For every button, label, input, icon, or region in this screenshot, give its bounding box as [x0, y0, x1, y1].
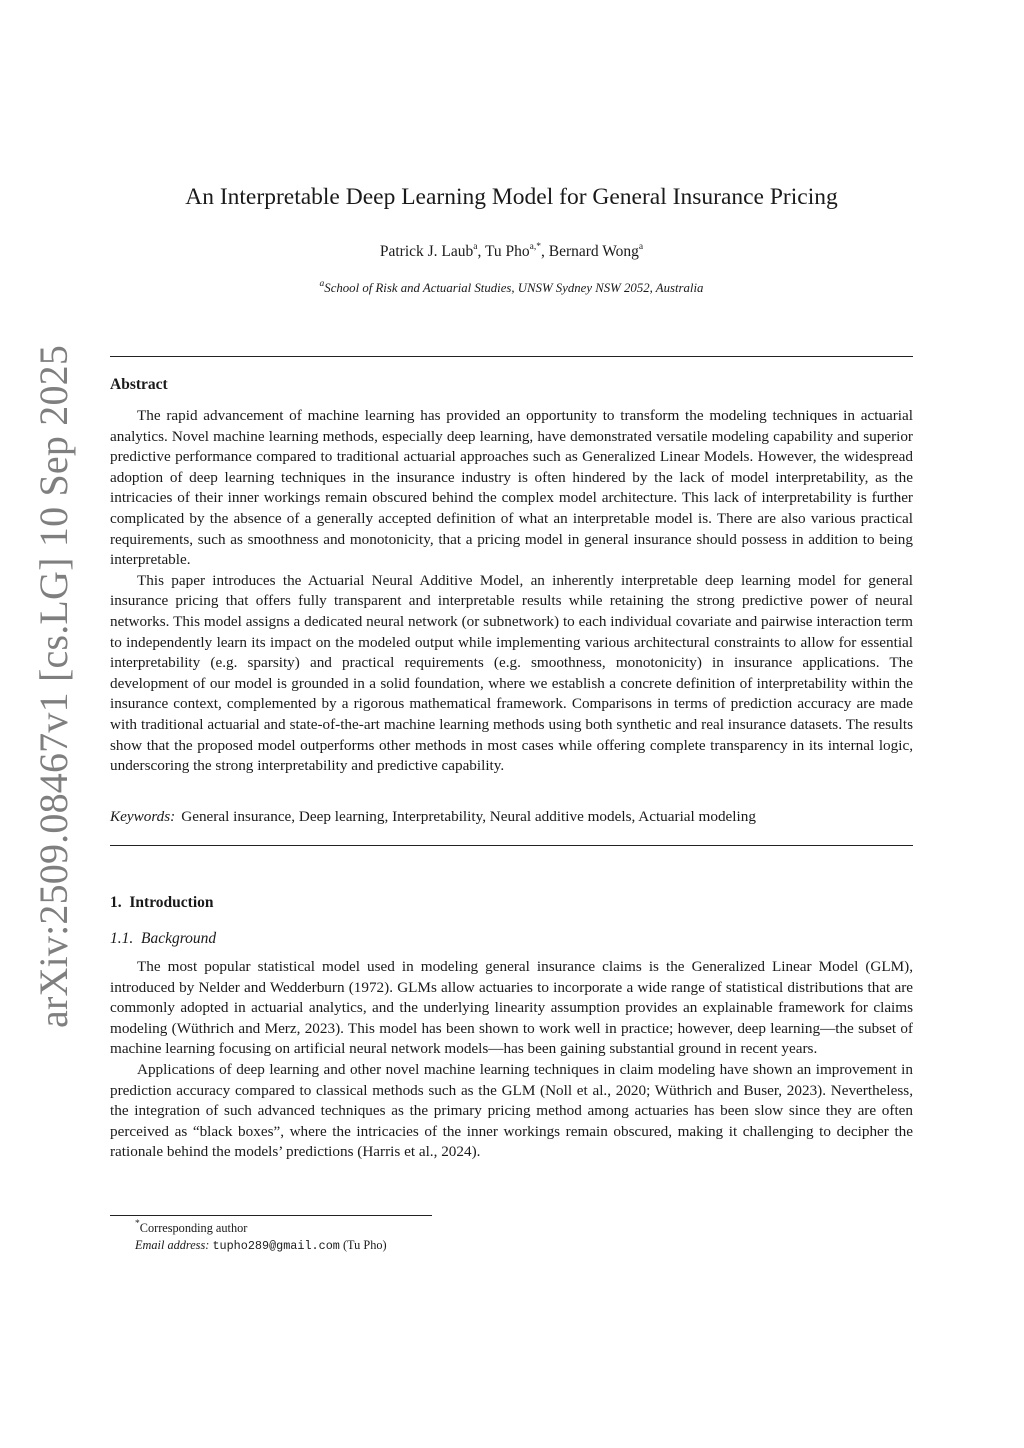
footnote [110, 1220, 387, 1255]
subsection-heading: 1.1. Background [110, 930, 217, 947]
keywords [110, 808, 756, 826]
paper-title: An Interpretable Deep Learning Model for General Insurance Pricing [185, 184, 838, 210]
keywords-text: General insurance, Deep learning, Interpretability, Neural additive models, Actuarial modeling [181, 808, 756, 825]
author-separator: , [541, 243, 549, 260]
keywords-label: Keywords: [110, 808, 176, 825]
email-owner: (Tu Pho) [342, 1238, 387, 1252]
author-affiliation-mark: a [473, 241, 478, 252]
author-affiliation-mark: a [638, 241, 644, 252]
corresponding-author-note: Corresponding author [139, 1221, 248, 1235]
abstract-bottom-rule [110, 845, 913, 846]
footnote-mark: * [135, 1218, 140, 1229]
body-paragraph: The most popular statistical model used in modeling general insurance claims is the Generalized Linear Model (GLM), introduced by Nelder and Wedderburn (1972). GLMs allow actuaries to incorporate a wide range of statistical distributions that are commonly adopted in actuarial analytics, and the underlying linearity assumption provides an explainable framework for claims modeling (Wüthrich and Merz, 2023). This model has been shown to work well in practice; however, deep learning—the subset of machine learning focusing on artificial neural network models—has been gaining substantial ground in recent years. [110, 958, 913, 1058]
affiliation-mark: a [319, 278, 325, 289]
email-label: Email address: [135, 1238, 210, 1252]
abstract-top-rule [110, 356, 913, 357]
abstract-paragraph: The rapid advancement of machine learning has provided an opportunity to transform the modeling techniques in actuarial analytics. Novel machine learning methods, especially deep learning, have demonstrated versatile modeling capability and superior predictive performance compared to traditional actuarial approaches such as Generalized Linear Models. However, the widespread adoption of deep learning techniques in the insurance industry is often hindered by the lack of model interpretability, as the intricacies of their inner workings remain obscured behind the complex model architecture. This lack of interpretability is further complicated by the absence of a generally accepted definition of what an interpretable model is. There are also various practical requirements, such as smoothness and monotonicity, that a pricing model in general insurance should possess in addition to being interpretable. [110, 407, 913, 569]
footnote-rule [110, 1215, 432, 1216]
arxiv-identifier: arXiv:2509.08467v1 [cs.LG] 10 Sep 2025 [31, 344, 76, 1028]
affiliation-text: School of Risk and Actuarial Studies, UNSW Sydney NSW 2052, Australia [324, 281, 704, 295]
email-address[interactable]: tupho289@gmail.com [212, 1239, 340, 1253]
author-affiliation-mark: a,* [529, 241, 541, 252]
introduction-body [110, 957, 913, 1163]
abstract-body [110, 406, 913, 777]
author-name: Bernard Wong [548, 243, 639, 260]
abstract-paragraph: This paper introduces the Actuarial Neural Additive Model, an inherently interpretable deep learning model for general insurance pricing that offers fully transparent and interpretable results while retaining the strong predictive power of neural networks. This model assigns a dedicated neural network (or subnetwork) to each individual covariate and pairwise interaction term to independently learn its impact on the modeled output while implementing various architectural constraints to allow for essential interpretability (e.g. sparsity) and practical requirements (e.g. smoothness, monotonicity) in insurance applications. The development of our model is grounded in a solid foundation, where we establish a concrete definition of interpretability within the insurance context, complemented by a rigorous mathematical framework. Comparisons in terms of prediction accuracy are made with traditional actuarial and state-of-the-art machine learning methods using both synthetic and real insurance datasets. The results show that the proposed model outperforms other methods in most cases while offering complete transparency in its internal logic, underscoring the strong interpretability and predictive capability. [110, 571, 913, 775]
author-name: Tu Pho [484, 243, 530, 260]
affiliation [110, 278, 913, 296]
author-list [110, 243, 913, 261]
section-heading: 1. Introduction [110, 894, 214, 911]
author-name: Patrick J. Laub [379, 243, 474, 260]
author-separator: , [477, 243, 485, 260]
body-paragraph: Applications of deep learning and other novel machine learning techniques in claim modeling have shown an improvement in prediction accuracy compared to classical methods such as the GLM (Noll et al., 2020; Wüthrich and Buser, 2023). Nevertheless, the integration of such advanced techniques as the primary pricing method among actuaries has been slow since they are often perceived as “black boxes”, where the intricacies of the inner workings remain obscured, making it challenging to decipher the rationale behind the models’ predictions (Harris et al., 2024). [110, 1060, 913, 1161]
abstract-heading: Abstract [110, 376, 168, 393]
